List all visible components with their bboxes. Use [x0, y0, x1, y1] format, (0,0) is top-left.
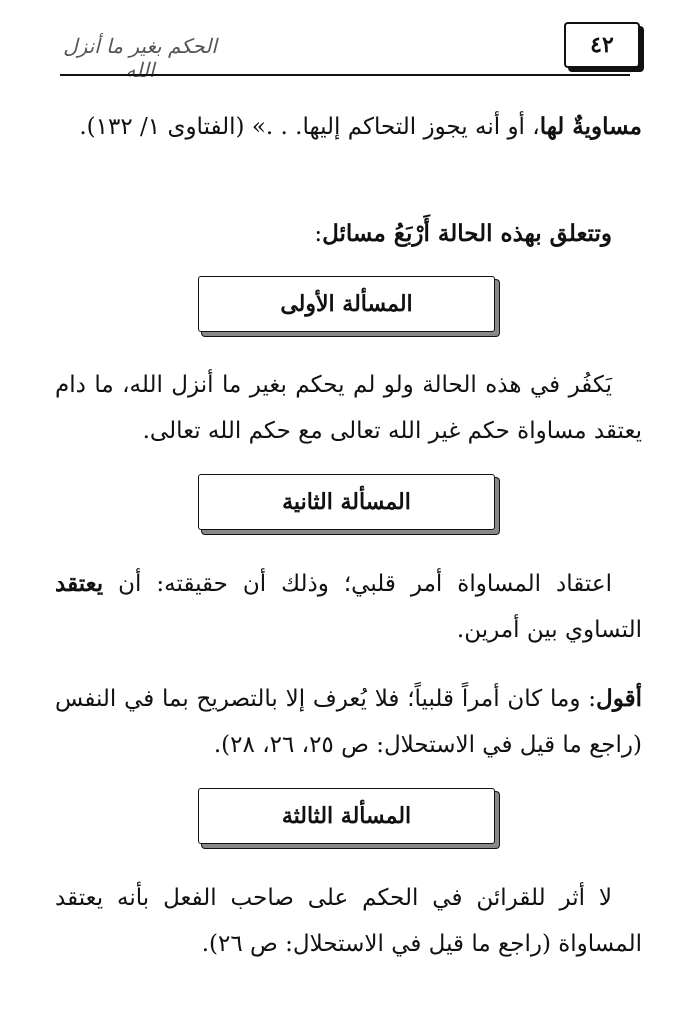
page-header — [60, 22, 640, 82]
paragraph-2-text: : — [314, 221, 323, 247]
paragraph-1 — [55, 104, 642, 150]
paragraph-6-text: لا أثر للقرائن في الحكم على صاحب الفعل بأنه يعتقد المساواة (راجع ما قيل في الاستحلال: ص ٢٦). — [55, 885, 642, 957]
paragraph-1-text: ، أو أنه يجوز التحاكم إليها. . .» (الفتاوى ١/ ١٣٢). — [79, 114, 540, 140]
paragraph-2 — [55, 211, 642, 257]
section-heading-2-title: المسألة الثانية — [282, 489, 411, 515]
book-title-logo: الحكم بغير ما أنزل الله — [63, 34, 217, 82]
page-number: ٤٢ — [590, 32, 614, 58]
paragraph-3-text: يَكفُر في هذه الحالة ولو لم يحكم بغير ما أنزل الله، ما دام يعتقد مساواة حكم غير الله تعالى مع حكم الله تعالى. — [55, 372, 642, 444]
section-heading-3 — [198, 788, 495, 844]
paragraph-5-text: : وما كان أمراً قلبياً؛ فلا يُعرف إلا بالتصريح بما في النفس (راجع ما قيل في الاستحلال: ص ٢٥، ٢٦، ٢٨). — [55, 686, 642, 758]
page-number-box — [564, 22, 640, 68]
paragraph-4-text-before: اعتقاد المساواة أمر قلبي؛ وذلك أن حقيقته: أن — [103, 571, 612, 597]
paragraph-6 — [55, 875, 642, 967]
section-heading-1-title: المسألة الأولى — [280, 291, 413, 317]
paragraph-5 — [55, 676, 642, 768]
paragraph-4-bold: يعتقد — [55, 570, 104, 597]
paragraph-5-bold: أقول — [596, 685, 642, 712]
paragraph-1-bold: مساويةٌ لها — [539, 113, 642, 140]
header-rule — [60, 74, 630, 76]
section-heading-3-title: المسألة الثالثة — [281, 803, 412, 829]
paragraph-4-text-after: التساوي بين أمرين. — [456, 617, 642, 643]
paragraph-4 — [55, 561, 642, 653]
section-heading-2 — [198, 474, 495, 530]
paragraph-3 — [55, 362, 642, 454]
section-heading-1 — [198, 276, 495, 332]
paragraph-2-bold: وتتعلق بهذه الحالة أَرْبَعُ مسائل — [322, 220, 612, 247]
